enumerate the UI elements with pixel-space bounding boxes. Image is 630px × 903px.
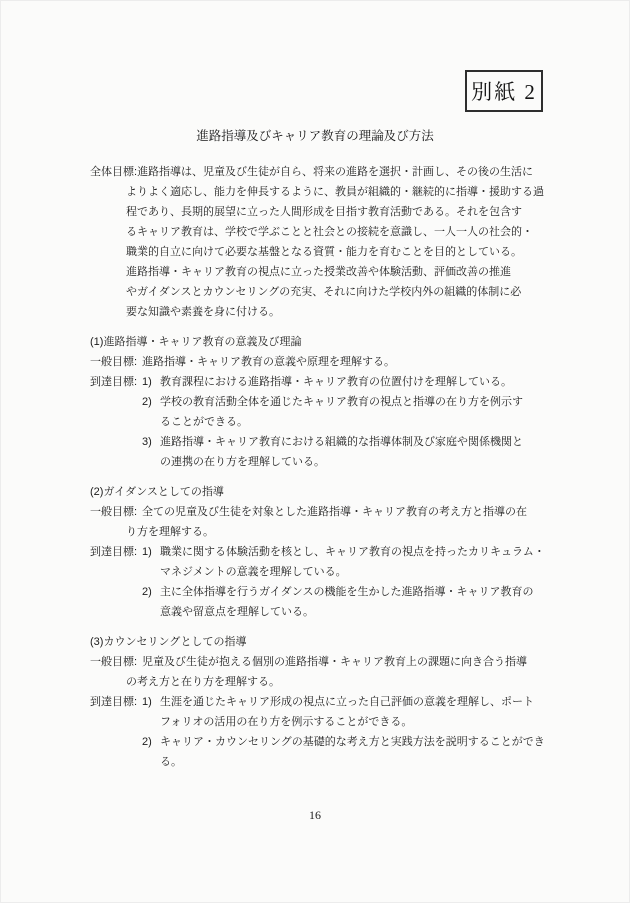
attainment-goal-line: マネジメントの意義を理解している。 — [160, 566, 347, 578]
general-goal-line — [90, 502, 560, 522]
attainment-goal-line: ることができる。 — [160, 416, 248, 428]
general-goal-text: 児童及び生徒が抱える個別の進路指導・キャリア教育上の課題に向き合う指導 — [142, 656, 527, 668]
attainment-goal-line: 意義や留意点を理解している。 — [160, 606, 314, 618]
attainment-goal-line — [90, 542, 560, 562]
attainment-goal-text: 職業に関する体験活動を核とし、キャリア教育の視点を持ったカリキュラム・ — [160, 546, 545, 558]
attainment-goal-line: フォリオの活用の在り方を例示することができる。 — [160, 716, 413, 728]
general-goal-label: 一般目標: — [90, 656, 138, 668]
overall-goal-line: 要な知識や素養を身に付ける。 — [126, 306, 280, 318]
attainment-goal-line — [90, 372, 560, 392]
attainment-goal-text: 教育課程における進路指導・キャリア教育の位置付けを理解している。 — [160, 376, 512, 388]
general-goal-line — [90, 652, 560, 672]
overall-goal-block — [90, 162, 560, 322]
overall-goal-line: るキャリア教育は、学校で学ぶことと社会との接続を意識し、一人一人の社会的・ — [126, 226, 533, 238]
attachment-label: 別紙 2 — [471, 80, 537, 104]
attainment-goal-line: る。 — [160, 756, 182, 768]
section-heading: (1)進路指導・キャリア教育の意義及び理論 — [90, 336, 302, 348]
attainment-goal-number: 1) — [142, 696, 152, 708]
attainment-goal-line — [90, 692, 560, 712]
attainment-goal-number: 2) — [142, 736, 152, 748]
attainment-goal-text: キャリア・カウンセリングの基礎的な考え方と実践方法を説明することができ — [160, 736, 545, 748]
attainment-goal-text: 生涯を通じたキャリア形成の視点に立った自己評価の意義を理解し、ポート — [160, 696, 534, 708]
attainment-goal-line — [90, 582, 560, 602]
general-goal-text: 進路指導・キャリア教育の意義や原理を理解する。 — [142, 356, 395, 368]
overall-goal-text: 進路指導は、児童及び生徒が自ら、将来の進路を選択・計画し、その後の生活に — [137, 166, 534, 178]
document-body — [90, 162, 560, 772]
page-title: 進路指導及びキャリア教育の理論及び方法 — [196, 129, 434, 143]
overall-goal-line — [90, 162, 560, 182]
page-number: 16 — [309, 808, 321, 822]
overall-goal-line: やガイダンスとカウンセリングの充実、それに向けた学校内外の組織的体制に必 — [126, 286, 522, 298]
attainment-goal-number: 3) — [142, 436, 152, 448]
overall-goal-line: 職業的自立に向けて必要な基盤となる資質・能力を育むことを目的としている。 — [126, 246, 522, 258]
attainment-goal-line: の連携の在り方を理解している。 — [160, 456, 325, 468]
attainment-goal-line — [90, 432, 560, 452]
section-2 — [90, 482, 560, 622]
attainment-goal-label: 到達目標: — [90, 546, 138, 558]
attainment-goal-text: 主に全体指導を行うガイダンスの機能を生かした進路指導・キャリア教育の — [160, 586, 534, 598]
attainment-goal-line — [90, 732, 560, 752]
general-goal-text: 全ての児童及び生徒を対象とした進路指導・キャリア教育の考え方と指導の在 — [142, 506, 527, 518]
general-goal-line: の考え方と在り方を理解する。 — [126, 676, 280, 688]
attainment-goal-number: 1) — [142, 376, 152, 388]
attainment-goal-text: 学校の教育活動全体を通じたキャリア教育の視点と指導の在り方を例示す — [160, 396, 523, 408]
general-goal-line — [90, 352, 560, 372]
overall-goal-label: 全体目標: — [90, 166, 138, 178]
general-goal-label: 一般目標: — [90, 356, 138, 368]
attachment-label-box — [465, 70, 543, 112]
overall-goal-line: よりよく適応し、能力を伸長するように、教員が組織的・継続的に指導・援助する過 — [126, 186, 544, 198]
general-goal-label: 一般目標: — [90, 506, 138, 518]
overall-goal-line: 程であり、長期的展望に立った人間形成を目指す教育活動である。それを包含す — [126, 206, 522, 218]
overall-goal-line: 進路指導・キャリア教育の視点に立った授業改善や体験活動、評価改善の推進 — [126, 266, 511, 278]
attainment-goal-number: 2) — [142, 586, 152, 598]
attainment-goal-text: 進路指導・キャリア教育における組織的な指導体制及び家庭や関係機関と — [160, 436, 523, 448]
section-heading: (2)ガイダンスとしての指導 — [90, 486, 224, 498]
section-3 — [90, 632, 560, 772]
attainment-goal-number: 1) — [142, 546, 152, 558]
general-goal-line: り方を理解する。 — [126, 526, 214, 538]
attainment-goal-line — [90, 392, 560, 412]
attainment-goal-label: 到達目標: — [90, 376, 138, 388]
section-heading: (3)カウンセリングとしての指導 — [90, 636, 247, 648]
attainment-goal-label: 到達目標: — [90, 696, 138, 708]
attainment-goal-number: 2) — [142, 396, 152, 408]
section-1 — [90, 332, 560, 472]
